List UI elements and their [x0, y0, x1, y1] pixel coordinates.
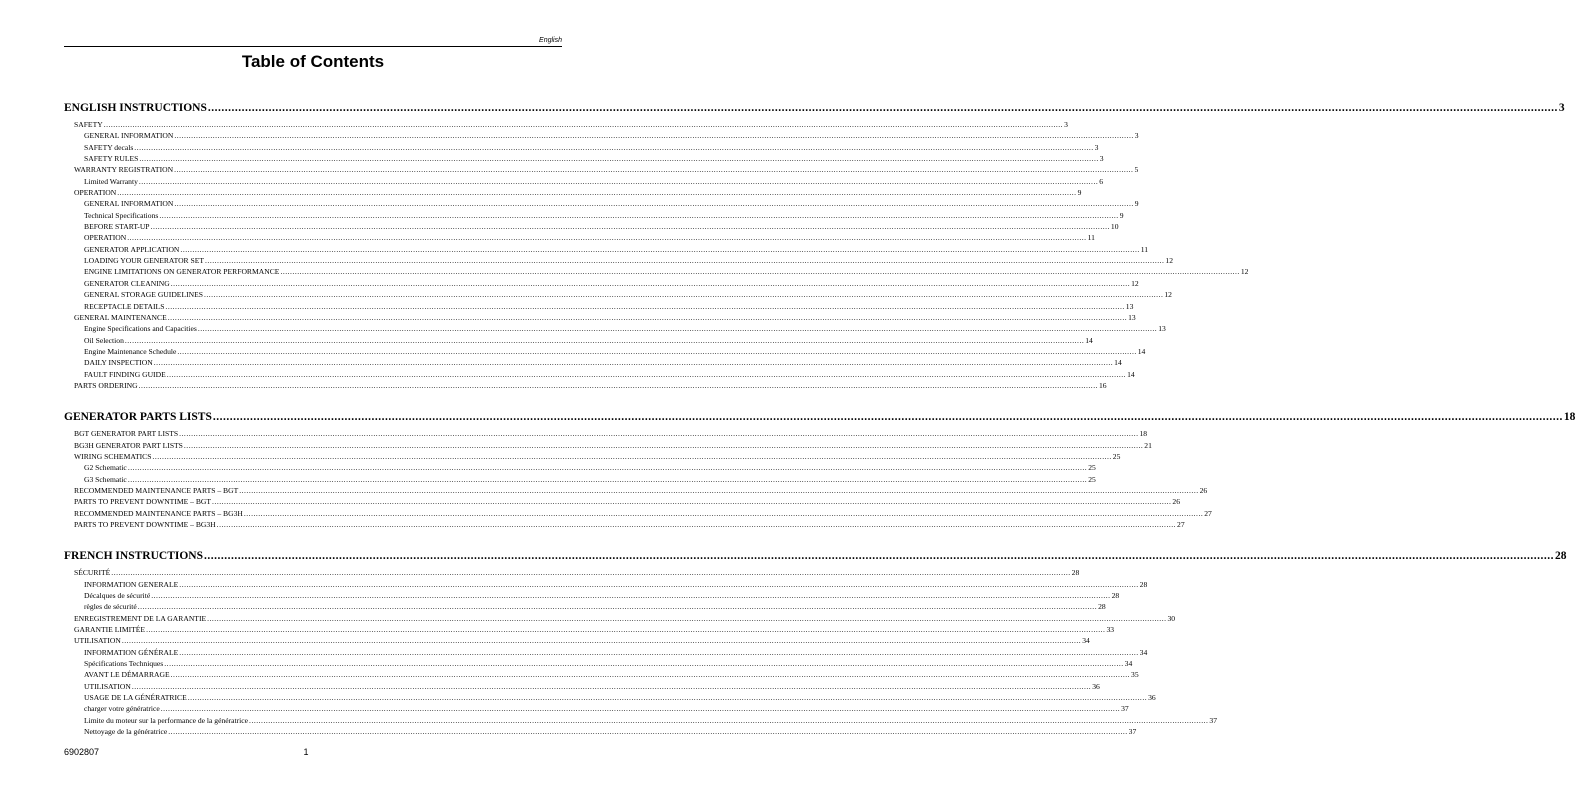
- toc-entry[interactable]: [64, 508, 1212, 519]
- toc-entry[interactable]: [64, 210, 1124, 221]
- toc-entry-page: 13: [1158, 324, 1166, 334]
- toc-entry-page: 28: [1139, 579, 1148, 589]
- toc-entry-label: BGT GENERATOR PART LISTS: [74, 429, 179, 439]
- dot-leader: ................................................................................................................................................................................................................................................................................................................................................................................................................: [174, 165, 1134, 175]
- dot-leader: ................................................................................................................................................................................................................................................................................................................................................................................................................: [151, 591, 1111, 601]
- dot-leader: ................................................................................................................................................................................................................................................................................................................................................................................................................: [179, 429, 1139, 439]
- toc-entry[interactable]: [64, 579, 1148, 590]
- toc-entry-page: 13: [1128, 312, 1136, 322]
- toc-entry[interactable]: [64, 428, 1148, 439]
- toc-entry-label: règles de sécurité: [84, 602, 137, 612]
- toc-entry-label: OPERATION: [84, 233, 127, 243]
- toc-entry-label: USAGE DE LA GÉNÉRATRICE: [84, 693, 187, 703]
- dot-leader: ................................................................................................................................................................................................................................................................................................................................................................................................................: [134, 142, 1094, 152]
- dot-leader: ................................................................................................................................................................................................................................................................................................................................................................................................................: [203, 290, 1164, 300]
- dot-leader: ................................................................................................................................................................................................................................................................................................................................................................................................................: [138, 380, 1098, 390]
- toc-entry-page: 9: [1119, 210, 1124, 220]
- toc-entry[interactable]: [64, 130, 1139, 141]
- dot-leader: ................................................................................................................................................................................................................................................................................................................................................................................................................: [168, 727, 1128, 737]
- toc-entry-label: G2 Schematic: [84, 463, 127, 473]
- toc-section: [64, 100, 1565, 391]
- toc-entry[interactable]: [64, 142, 1099, 153]
- dot-leader: ................................................................................................................................................................................................................................................................................................................................................................................................................: [179, 647, 1139, 657]
- dot-leader: ................................................................................................................................................................................................................................................................................................................................................................................................................: [180, 244, 1140, 254]
- dot-leader: ................................................................................................................................................................................................................................................................................................................................................................................................................: [121, 636, 1082, 646]
- toc-entry-page: 34: [1139, 647, 1148, 657]
- toc-entry-label: OPERATION: [74, 188, 117, 198]
- toc-entry-label: RECOMMENDED MAINTENANCE PARTS – BG3H: [74, 508, 243, 518]
- toc-entry[interactable]: [64, 440, 1152, 451]
- toc-entry-page: 34: [1124, 659, 1133, 669]
- toc-entry-label: GENERAL MAINTENANCE: [74, 312, 167, 322]
- toc-entry[interactable]: [64, 601, 1106, 612]
- toc-entry-page: 37: [1128, 727, 1137, 737]
- toc-entry[interactable]: [64, 221, 1119, 232]
- toc-entry-page: 30: [1167, 613, 1176, 623]
- dot-leader: ................................................................................................................................................................................................................................................................................................................................................................................................................: [212, 411, 1563, 424]
- toc-section-heading[interactable]: [64, 100, 1565, 116]
- toc-entry-label: WARRANTY REGISTRATION: [74, 165, 174, 175]
- dot-leader: ................................................................................................................................................................................................................................................................................................................................................................................................................: [167, 312, 1128, 322]
- dot-leader: ................................................................................................................................................................................................................................................................................................................................................................................................................: [170, 670, 1131, 680]
- toc-entry-page: 14: [1085, 335, 1093, 345]
- dot-leader: ................................................................................................................................................................................................................................................................................................................................................................................................................: [127, 474, 1088, 484]
- toc-entry-label: GENERAL INFORMATION: [84, 199, 174, 209]
- page-title: Table of Contents: [241, 52, 385, 71]
- toc-entry[interactable]: [64, 462, 1096, 473]
- toc-entry[interactable]: [64, 357, 1122, 368]
- toc-entry-label: ENGLISH INSTRUCTIONS: [64, 102, 207, 114]
- toc-entry[interactable]: [64, 715, 1218, 726]
- toc-entry[interactable]: [64, 153, 1104, 164]
- toc-entry-label: GENERAL STORAGE GUIDELINES: [84, 290, 203, 300]
- toc-section: [64, 548, 1567, 737]
- toc-entry-label: Nettoyage de la génératrice: [84, 727, 168, 737]
- toc-entry-label: SAFETY decals: [84, 142, 134, 152]
- dot-leader: ................................................................................................................................................................................................................................................................................................................................................................................................................: [124, 335, 1085, 345]
- dot-leader: ................................................................................................................................................................................................................................................................................................................................................................................................................: [243, 508, 1204, 518]
- toc-entry-page: 36: [1092, 681, 1100, 691]
- toc-entry-label: ENREGISTREMENT DE LA GARANTIE: [74, 613, 207, 623]
- dot-leader: ................................................................................................................................................................................................................................................................................................................................................................................................................: [179, 579, 1139, 589]
- toc-entry[interactable]: [64, 266, 1249, 277]
- toc-entry-label: GENERATOR APPLICATION: [84, 244, 180, 254]
- toc-entry[interactable]: [64, 255, 1173, 266]
- toc-entry-label: LOADING YOUR GENERATOR SET: [84, 256, 205, 266]
- toc-entry-page: 3: [1094, 142, 1099, 152]
- toc-entry[interactable]: [64, 187, 1082, 198]
- dot-leader: ................................................................................................................................................................................................................................................................................................................................................................................................................: [212, 497, 1172, 507]
- dot-leader: ................................................................................................................................................................................................................................................................................................................................................................................................................: [249, 715, 1209, 725]
- toc-entry[interactable]: [64, 496, 1180, 507]
- toc-entry[interactable]: [64, 323, 1166, 334]
- dot-leader: ................................................................................................................................................................................................................................................................................................................................................................................................................: [150, 222, 1110, 232]
- dot-leader: ................................................................................................................................................................................................................................................................................................................................................................................................................: [203, 550, 1554, 563]
- toc-entry-page: 34: [1082, 636, 1090, 646]
- dot-leader: ................................................................................................................................................................................................................................................................................................................................................................................................................: [174, 199, 1134, 209]
- dot-leader: ................................................................................................................................................................................................................................................................................................................................................................................................................: [160, 704, 1121, 714]
- toc-entry-page: 18: [1563, 411, 1575, 424]
- toc-entry[interactable]: [64, 567, 1080, 578]
- toc-entry[interactable]: [64, 278, 1139, 289]
- toc-entry[interactable]: [64, 519, 1185, 530]
- toc-entry-page: 14: [1137, 346, 1146, 356]
- toc-entry-page: 33: [1106, 625, 1115, 635]
- toc-entry-label: Technical Specifications: [84, 210, 159, 220]
- toc-entry-label: UTILISATION: [84, 681, 131, 691]
- toc-entry-page: 12: [1240, 267, 1249, 277]
- toc-entry-label: GENERATOR CLEANING: [84, 278, 170, 288]
- dot-leader: ................................................................................................................................................................................................................................................................................................................................................................................................................: [164, 659, 1124, 669]
- dot-leader: ................................................................................................................................................................................................................................................................................................................................................................................................................: [137, 602, 1098, 612]
- header-rule: [64, 46, 562, 47]
- toc-entry-page: 3: [1064, 120, 1068, 129]
- toc-entry[interactable]: [64, 119, 1068, 130]
- dot-leader: ................................................................................................................................................................................................................................................................................................................................................................................................................: [152, 451, 1112, 461]
- toc-entry-page: 18: [1139, 429, 1148, 439]
- toc-entry-label: ENGINE LIMITATIONS ON GENERATOR PERFORMANCE: [84, 267, 280, 277]
- toc-entry-page: 14: [1127, 369, 1135, 379]
- toc-entry[interactable]: [64, 176, 1104, 187]
- toc-entry-page: 37: [1209, 715, 1218, 725]
- doc-number: 6902807: [64, 747, 100, 757]
- dot-leader: ................................................................................................................................................................................................................................................................................................................................................................................................................: [177, 346, 1137, 356]
- toc-entry-page: 28: [1111, 591, 1120, 601]
- toc-entry-page: 25: [1088, 474, 1096, 484]
- dot-leader: ................................................................................................................................................................................................................................................................................................................................................................................................................: [207, 613, 1167, 623]
- toc-entry-page: 12: [1165, 256, 1173, 266]
- toc-entry-label: GARANTIE LIMITÉE: [74, 625, 146, 635]
- toc-entry-page: 21: [1144, 440, 1152, 450]
- toc-entry-page: 25: [1088, 463, 1096, 473]
- toc-entry-page: 25: [1112, 451, 1121, 461]
- toc-entry-page: 27: [1204, 508, 1212, 518]
- toc-entry[interactable]: [64, 164, 1139, 175]
- dot-leader: ................................................................................................................................................................................................................................................................................................................................................................................................................: [159, 210, 1119, 220]
- toc-entry-label: RECOMMENDED MAINTENANCE PARTS – BGT: [74, 485, 239, 495]
- dot-leader: ................................................................................................................................................................................................................................................................................................................................................................................................................: [239, 485, 1199, 495]
- toc-entry-page: 12: [1131, 278, 1139, 288]
- toc-entry-label: PARTS TO PREVENT DOWNTIME – BGT: [74, 497, 212, 507]
- toc-entry-label: Spécifications Techniques: [84, 659, 164, 669]
- toc-section-heading[interactable]: [64, 548, 1567, 564]
- toc-entry-label: Décalques de sécurité: [84, 591, 151, 601]
- toc-entry-page: 11: [1087, 233, 1095, 243]
- dot-leader: ................................................................................................................................................................................................................................................................................................................................................................................................................: [187, 693, 1148, 703]
- toc-entry-label: SAFETY RULES: [84, 154, 139, 164]
- toc-entry-page: 13: [1125, 301, 1134, 311]
- toc-entry-label: SAFETY: [74, 120, 103, 129]
- toc-section: [64, 409, 1575, 530]
- dot-leader: ................................................................................................................................................................................................................................................................................................................................................................................................................: [197, 324, 1158, 334]
- toc-entry-label: SÉCURITÉ: [74, 568, 111, 578]
- toc-entry[interactable]: [64, 301, 1134, 312]
- dot-leader: ................................................................................................................................................................................................................................................................................................................................................................................................................: [131, 681, 1092, 691]
- toc-entry-page: 28: [1071, 568, 1080, 578]
- toc-entry-label: Oil Selection: [84, 335, 124, 345]
- toc-entry-label: G3 Schematic: [84, 474, 127, 484]
- toc-entry[interactable]: [64, 232, 1095, 243]
- toc-section-heading[interactable]: [64, 409, 1575, 425]
- dot-leader: ................................................................................................................................................................................................................................................................................................................................................................................................................: [207, 102, 1558, 114]
- toc-entry-page: 26: [1172, 497, 1180, 507]
- toc-entry[interactable]: [64, 669, 1139, 680]
- toc-entry-page: 28: [1554, 550, 1567, 563]
- toc-entry[interactable]: [64, 198, 1139, 209]
- toc-entry[interactable]: [64, 335, 1093, 346]
- toc-entry[interactable]: [64, 681, 1100, 692]
- toc-entry-label: GENERATOR PARTS LISTS: [64, 411, 212, 424]
- toc-entry-page: 26: [1199, 485, 1208, 495]
- toc-entry[interactable]: [64, 658, 1133, 669]
- dot-leader: ................................................................................................................................................................................................................................................................................................................................................................................................................: [127, 463, 1088, 473]
- dot-leader: ................................................................................................................................................................................................................................................................................................................................................................................................................: [166, 369, 1127, 379]
- toc-entry[interactable]: [64, 244, 1149, 255]
- toc-entry-page: 14: [1114, 358, 1122, 368]
- dot-leader: ................................................................................................................................................................................................................................................................................................................................................................................................................: [205, 256, 1165, 266]
- toc-entry-page: 12: [1164, 290, 1172, 300]
- header-language: English: [539, 37, 562, 44]
- toc-entry[interactable]: [64, 289, 1172, 300]
- toc-entry[interactable]: [64, 635, 1090, 646]
- toc-entry-label: DAILY INSPECTION: [84, 358, 153, 368]
- dot-leader: ................................................................................................................................................................................................................................................................................................................................................................................................................: [153, 358, 1114, 368]
- toc-entry[interactable]: [64, 474, 1096, 485]
- dot-leader: ................................................................................................................................................................................................................................................................................................................................................................................................................: [170, 278, 1131, 288]
- toc-entry-page: 3: [1134, 131, 1139, 141]
- dot-leader: ................................................................................................................................................................................................................................................................................................................................................................................................................: [146, 625, 1106, 635]
- dot-leader: ................................................................................................................................................................................................................................................................................................................................................................................................................: [103, 120, 1064, 129]
- toc-entry[interactable]: [64, 726, 1137, 737]
- toc-entry-label: FRENCH INSTRUCTIONS: [64, 550, 203, 563]
- dot-leader: ................................................................................................................................................................................................................................................................................................................................................................................................................: [127, 233, 1087, 243]
- toc-entry[interactable]: [64, 451, 1121, 462]
- toc-entry-label: PARTS TO PREVENT DOWNTIME – BG3H: [74, 520, 216, 529]
- dot-leader: ................................................................................................................................................................................................................................................................................................................................................................................................................: [183, 440, 1144, 450]
- toc-entry-label: Limite du moteur sur la performance de la génératrice: [84, 715, 249, 725]
- toc-entry-page: 3: [1099, 154, 1104, 164]
- toc-entry[interactable]: [64, 380, 1107, 391]
- toc-entry-label: BG3H GENERATOR PART LISTS: [74, 440, 183, 450]
- toc-entry[interactable]: [64, 312, 1136, 323]
- toc-entry-label: charger votre génératrice: [84, 704, 160, 714]
- dot-leader: ................................................................................................................................................................................................................................................................................................................................................................................................................: [280, 267, 1240, 277]
- toc-entry[interactable]: [64, 485, 1208, 496]
- dot-leader: ................................................................................................................................................................................................................................................................................................................................................................................................................: [216, 520, 1177, 529]
- table-of-contents: [64, 100, 1575, 756]
- toc-entry-page: 35: [1131, 670, 1139, 680]
- page-number: 1: [303, 747, 309, 757]
- dot-leader: ................................................................................................................................................................................................................................................................................................................................................................................................................: [117, 188, 1077, 198]
- toc-entry-page: 27: [1177, 520, 1185, 529]
- toc-entry-page: 36: [1148, 693, 1156, 703]
- toc-entry-label: Limited Warranty: [84, 176, 138, 186]
- toc-entry-page: 28: [1098, 602, 1106, 612]
- toc-entry-label: WIRING SCHEMATICS: [74, 451, 152, 461]
- toc-entry-label: INFORMATION GÉNÉRALE: [84, 647, 179, 657]
- toc-entry[interactable]: [64, 613, 1176, 624]
- dot-leader: ................................................................................................................................................................................................................................................................................................................................................................................................................: [139, 154, 1099, 164]
- dot-leader: ................................................................................................................................................................................................................................................................................................................................................................................................................: [165, 301, 1125, 311]
- dot-leader: ................................................................................................................................................................................................................................................................................................................................................................................................................: [138, 176, 1099, 186]
- toc-entry[interactable]: [64, 346, 1146, 357]
- toc-entry-page: 11: [1140, 244, 1149, 254]
- toc-entry[interactable]: [64, 590, 1120, 601]
- dot-leader: ................................................................................................................................................................................................................................................................................................................................................................................................................: [111, 568, 1071, 578]
- toc-entry-page: 16: [1099, 380, 1107, 390]
- toc-entry-label: AVANT LE DÉMARRAGE: [84, 670, 170, 680]
- toc-entry-label: INFORMATION GENERALE: [84, 579, 179, 589]
- toc-entry-label: PARTS ORDERING: [74, 380, 138, 390]
- toc-entry-label: RECEPTACLE DETAILS: [84, 301, 165, 311]
- toc-entry-page: 5: [1134, 165, 1139, 175]
- toc-entry-label: FAULT FINDING GUIDE: [84, 369, 166, 379]
- toc-entry[interactable]: [64, 369, 1135, 380]
- toc-entry-page: 3: [1558, 102, 1565, 114]
- toc-entry[interactable]: [64, 692, 1156, 703]
- toc-entry-label: Engine Specifications and Capacities: [84, 324, 197, 334]
- toc-entry[interactable]: [64, 624, 1115, 635]
- toc-entry-page: 37: [1121, 704, 1129, 714]
- toc-entry-page: 10: [1110, 222, 1119, 232]
- dot-leader: ................................................................................................................................................................................................................................................................................................................................................................................................................: [174, 131, 1134, 141]
- toc-entry-label: BEFORE START-UP: [84, 222, 150, 232]
- toc-entry[interactable]: [64, 647, 1148, 658]
- toc-entry-page: 6: [1099, 176, 1104, 186]
- toc-entry[interactable]: [64, 703, 1129, 714]
- toc-entry-label: GENERAL INFORMATION: [84, 131, 174, 141]
- toc-entry-page: 9: [1077, 188, 1082, 198]
- toc-entry-label: UTILISATION: [74, 636, 121, 646]
- toc-entry-page: 9: [1134, 199, 1139, 209]
- toc-entry-label: Engine Maintenance Schedule: [84, 346, 177, 356]
